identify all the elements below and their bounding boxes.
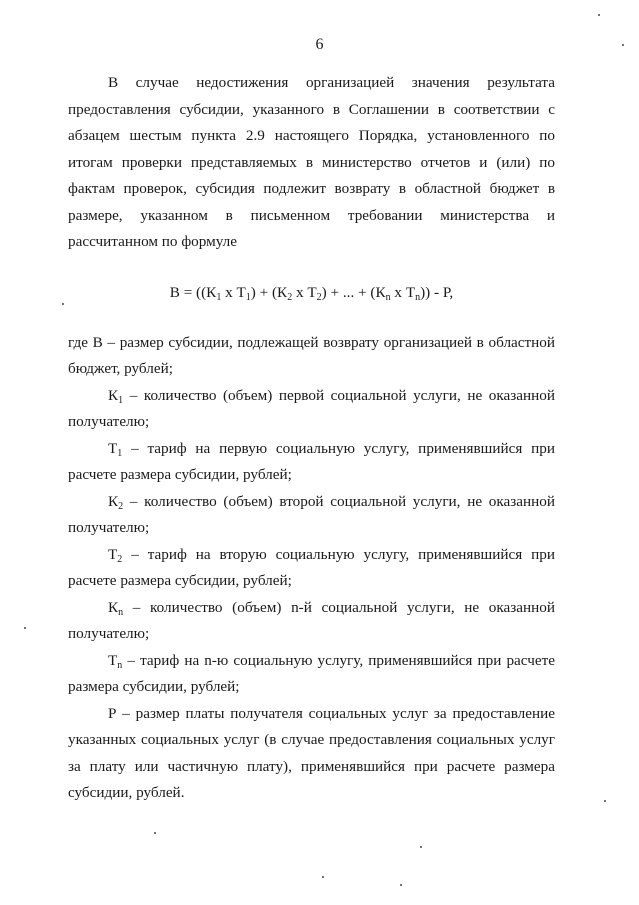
- intro-paragraph: В случае недостижения организацией значения результата предоставления субсидии, указанного в Соглашении в соответствии с абзацем шестым пункта 2.9 настоящего Порядка, установленного по итогам проверки представляемых в министерство отчетов и (или) по фактам проверок, субсидия подлежит возврату в областной бюджет в размере, указанном в письменном требовании министерства и рассчитанном по формуле: [68, 74, 555, 250]
- scan-speck: [420, 846, 422, 848]
- scan-speck: [598, 14, 600, 16]
- scan-speck: [24, 627, 26, 629]
- scan-speck: [322, 876, 324, 878]
- definition-kn: $К_n$ – количество (объем) n-й социальной услуги, не оказанной получателю;: [68, 598, 555, 642]
- definition-t1: $Т_1$ – тариф на первую социальную услугу, применявшийся при расчете размера субсидии, рублей;: [68, 439, 555, 483]
- scan-speck: [400, 884, 402, 886]
- scan-speck: [622, 44, 624, 46]
- scan-speck: [604, 800, 606, 802]
- definition-p: Р – размер платы получателя социальных услуг за предоставление указанных социальных услуг (в случае предоставления социальных услуг за плату или частичную плату), применявшийся при расчете размера субсидии, рублей.: [68, 704, 555, 801]
- formula: $В = ((К_1$ x $Т_1) + (К_2$ x $Т_2$) + ... + ($К_n$ x $Т_n$)) - Р,: [169, 283, 454, 303]
- definition-k1: $К_1$ – количество (объем) первой социальной услуги, не оказанной получателю;: [68, 386, 555, 430]
- definition-b: где В – размер субсидии, подлежащей возврату организацией в областной бюджет, рублей;: [68, 333, 555, 377]
- document-body: [68, 70, 555, 807]
- definition-tn: $Т_n$ – тариф на n-ю социальную услугу, применявшийся при расчете размера субсидии, рублей;: [68, 651, 555, 695]
- scan-speck: [62, 303, 64, 305]
- page-number: 6: [315, 36, 324, 53]
- definition-t2: $Т_2$ – тариф на вторую социальную услугу, применявшийся при расчете размера субсидии, рублей;: [68, 545, 555, 589]
- definition-k2: $К_2$ – количество (объем) второй социальной услуги, не оказанной получателю;: [68, 492, 555, 536]
- scan-speck: [154, 832, 156, 834]
